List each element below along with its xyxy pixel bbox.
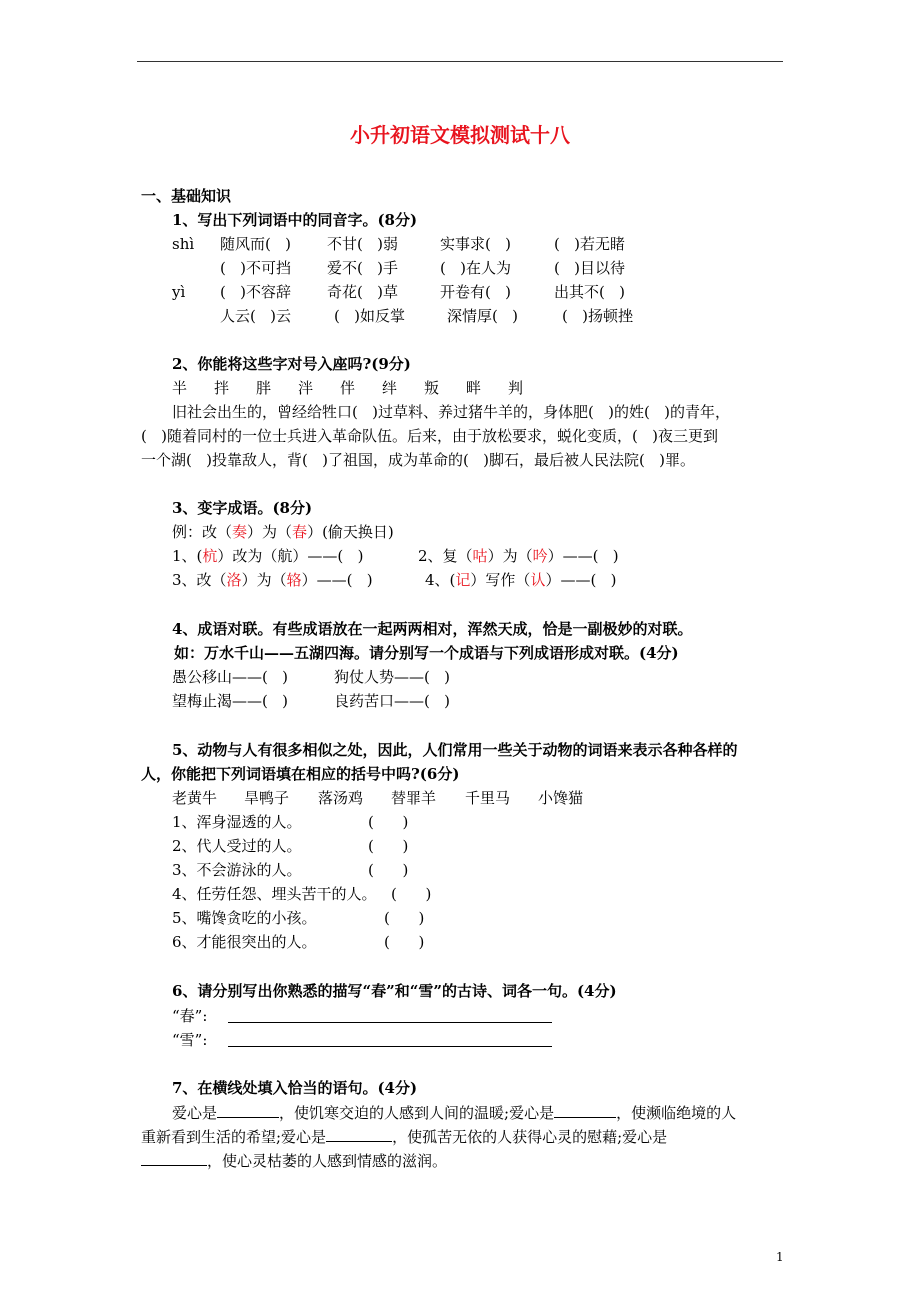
char: 半 — [172, 379, 188, 397]
char: 绊 — [382, 379, 398, 397]
text: ）为（ — [241, 571, 287, 589]
q1-item: ( )扬顿挫 — [562, 307, 634, 325]
answer-bracket: ( ) — [384, 933, 425, 951]
red-char: 奏 — [232, 523, 248, 541]
answer-bracket: ( ) — [384, 909, 425, 927]
q1-item: 深情厚( ) — [447, 307, 519, 325]
word: 旱鸭子 — [244, 789, 290, 807]
text: 重新看到生活的希望;爱心是 — [141, 1128, 327, 1146]
q5-item: 3、不会游泳的人。 — [172, 861, 302, 879]
q5-title-2: 人，你能把下列词语填在相应的括号中吗?(6分) — [141, 765, 460, 783]
word: 落汤鸡 — [318, 789, 364, 807]
blank-line[interactable] — [217, 1102, 279, 1118]
red-char: 记 — [455, 571, 471, 589]
q2-line-1: 旧社会出生的，曾经给牲口( )过草料、养过猪牛羊的，身体肥( )的姓( )的青年， — [172, 403, 731, 421]
answer-bracket: ( ) — [391, 885, 432, 903]
q1-item: 不甘( )弱 — [327, 235, 399, 253]
q2-line-3: 一个湖( )投靠敌人，背( )了祖国，成为革命的( )脚石，最后被人民法院( )罪。 — [141, 451, 696, 469]
q4-item: 愚公移山——( ) — [172, 668, 289, 686]
answer-bracket: ( ) — [368, 861, 409, 879]
text: ）——( ) — [301, 571, 373, 589]
text: ）改为（航）——( ) — [217, 547, 364, 565]
q4-title: 4、成语对联。有些成语放在一起两两相对，浑然天成，恰是一副极妙的对联。 — [172, 620, 693, 638]
q1-title: 1、写出下列词语中的同音字。(8分) — [172, 211, 418, 229]
q5-item: 5、嘴馋贪吃的小孩。 — [172, 909, 317, 927]
text: 爱心是 — [172, 1104, 218, 1122]
red-char: 辂 — [286, 571, 302, 589]
q6-title: 6、请分别写出你熟悉的描写“春”和“雪”的古诗、词各一句。(4分) — [172, 982, 617, 1000]
text: ，使心灵枯萎的人感到情感的滋润。 — [207, 1152, 448, 1170]
section-heading: 一、基础知识 — [141, 187, 232, 205]
red-char: 认 — [530, 571, 546, 589]
q3-title: 3、变字成语。(8分) — [172, 499, 313, 517]
pinyin-shi: shì — [172, 235, 195, 253]
word: 替罪羊 — [391, 789, 437, 807]
q7-title: 7、在横线处填入恰当的语句。(4分) — [172, 1079, 418, 1097]
red-char: 吟 — [532, 547, 548, 565]
answer-bracket: ( ) — [368, 837, 409, 855]
answer-bracket: ( ) — [368, 813, 409, 831]
text: ）为（ — [487, 547, 533, 565]
text: ）(偷天换日) — [307, 523, 394, 541]
char: 叛 — [424, 379, 440, 397]
q3-line-2a — [172, 570, 373, 590]
blank-line[interactable] — [326, 1126, 392, 1142]
q1-item: 实事求( ) — [440, 235, 512, 253]
text: 1、( — [172, 547, 203, 565]
q5-title: 5、动物与人有很多相似之处，因此，人们常用一些关于动物的词语来表示各种各样的 — [172, 741, 738, 759]
q5-item: 6、才能很突出的人。 — [172, 933, 317, 951]
q1-item: ( )若无睹 — [554, 235, 626, 253]
char: 畔 — [466, 379, 482, 397]
text: 3、改（ — [172, 571, 227, 589]
q1-item: ( )不可挡 — [220, 259, 292, 277]
q1-item: ( )目以待 — [554, 259, 626, 277]
q5-item: 1、浑身湿透的人。 — [172, 813, 302, 831]
q3-line-1a — [172, 546, 363, 566]
text: ，使孤苦无依的人获得心灵的慰藉;爱心是 — [392, 1128, 668, 1146]
q1-item: ( )在人为 — [440, 259, 512, 277]
text: ）——( ) — [547, 547, 619, 565]
q3-line-1b — [418, 546, 619, 566]
q6-snow-label: “雪”: — [172, 1031, 208, 1049]
red-char: 春 — [292, 523, 308, 541]
q7-line-2 — [141, 1126, 667, 1147]
blank-line[interactable] — [554, 1102, 616, 1118]
q1-item: ( )不容辞 — [220, 283, 292, 301]
text: ）为（ — [247, 523, 293, 541]
q1-item: 出其不( ) — [554, 283, 626, 301]
q1-item: 人云( )云 — [220, 307, 292, 325]
text: ，使饥寒交迫的人感到人间的温暖;爱心是 — [279, 1104, 555, 1122]
q1-item: 随风而( ) — [220, 235, 292, 253]
char: 拌 — [214, 379, 230, 397]
q1-item: 奇花( )草 — [327, 283, 399, 301]
char: 判 — [508, 379, 524, 397]
q1-item: ( )如反掌 — [334, 307, 406, 325]
pinyin-yi: yì — [172, 283, 186, 301]
q1-item: 爱不( )手 — [327, 259, 399, 277]
q3-line-2b — [425, 570, 616, 590]
red-char: 洛 — [226, 571, 242, 589]
q1-item: 开卷有( ) — [440, 283, 512, 301]
snow-answer-line[interactable] — [228, 1046, 552, 1047]
text: ，使濒临绝境的人 — [616, 1104, 737, 1122]
q2-title: 2、你能将这些字对号入座吗?(9分) — [172, 355, 411, 373]
q5-item: 4、任劳任怨、埋头苦干的人。 — [172, 885, 377, 903]
header-rule — [137, 61, 783, 62]
q6-spring-label: “春”: — [172, 1007, 208, 1025]
q4-item: 望梅止渴——( ) — [172, 692, 289, 710]
text: ）——( ) — [545, 571, 617, 589]
red-char: 咕 — [472, 547, 488, 565]
text: 例：改（ — [172, 523, 233, 541]
q5-item: 2、代人受过的人。 — [172, 837, 302, 855]
word: 千里马 — [465, 789, 511, 807]
page-number: 1 — [776, 1250, 784, 1264]
page-title: 小升初语文模拟测试十八 — [350, 123, 570, 147]
q3-example — [172, 522, 394, 542]
q2-line-2: ( )随着同村的一位士兵进入革命队伍。后来，由于放松要求，蜕化变质，( )夜三更到 — [141, 427, 719, 445]
word: 老黄牛 — [172, 789, 218, 807]
red-char: 杭 — [202, 547, 218, 565]
q7-line-1 — [172, 1102, 736, 1123]
spring-answer-line[interactable] — [228, 1022, 552, 1023]
q4-item: 良药苦口——( ) — [334, 692, 451, 710]
char: 胖 — [256, 379, 272, 397]
word: 小馋猫 — [538, 789, 584, 807]
char: 泮 — [298, 379, 314, 397]
text: ）写作（ — [470, 571, 531, 589]
blank-line[interactable] — [141, 1150, 207, 1166]
char: 伴 — [340, 379, 356, 397]
text: 4、( — [425, 571, 456, 589]
q7-line-3 — [141, 1150, 447, 1171]
text: 2、复（ — [418, 547, 473, 565]
q4-title-2: 如：万水千山——五湖四海。请分别写一个成语与下列成语形成对联。(4分) — [174, 644, 679, 662]
q4-item: 狗仗人势——( ) — [334, 668, 451, 686]
